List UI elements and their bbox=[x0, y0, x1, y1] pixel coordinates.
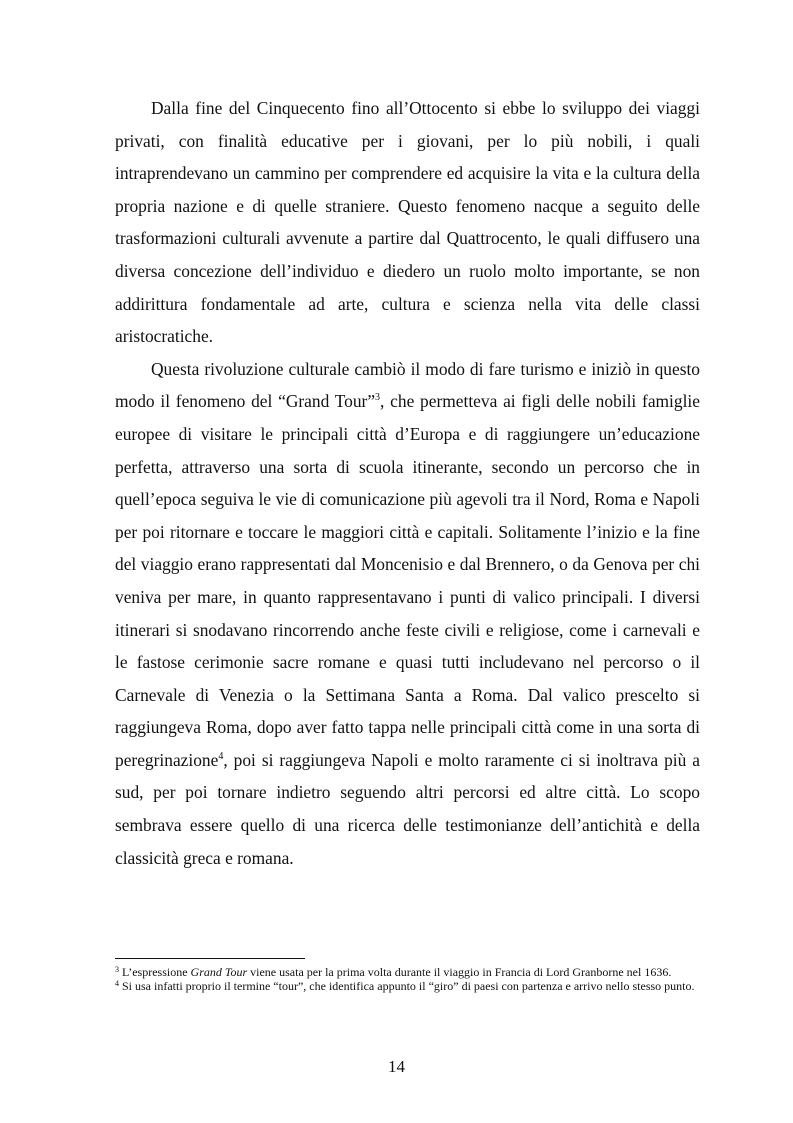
page-number: 14 bbox=[388, 1057, 405, 1076]
footnote-4-text: Si usa infatti proprio il termine “tour”, che identifica appunto il “giro” di paesi con partenza e arrivo nello stesso punto. bbox=[119, 978, 695, 993]
body-text bbox=[115, 92, 700, 874]
footnote-3-text-a: L’espressione bbox=[119, 965, 191, 979]
paragraph-2-text-b: , che permetteva ai figli delle nobili famiglie europee di visitare le principali città d’Europa e di raggiungere un’educazione perfetta, attraverso una sorta di scuola itinerante, secondo un percorso che in quell’epoca seguiva le vie di comunicazione più agevoli tra il Nord, Roma e Napoli per poi ritornare e toccare le maggiori città e capitali. Solitamente l’inizio e la fine del viaggio erano rappresentati dal Moncenisio e dal Brennero, o da Genova per chi veniva per mare, in quanto rappresentavano i punti di valico principali. I diversi itinerari si snodavano rincorrendo anche feste civili e religiose, come i carnevali e le fastose cerimonie sacre romane e quasi tutti includevano nel percorso o il Carnevale di Venezia o la Settimana Santa a Roma. Dal valico prescelto si raggiungeva Roma, dopo aver fatto tappa nelle principali città come in una sorta di peregrinazione bbox=[115, 391, 700, 770]
footnote-3 bbox=[115, 966, 700, 980]
paragraph-2-text-a: Questa rivoluzione culturale cambiò il modo di fare turismo e iniziò in questo modo il fenomeno del “Grand Tour” bbox=[115, 358, 700, 412]
footnote-separator bbox=[115, 958, 305, 959]
footnote-ref-3: 3 bbox=[375, 392, 381, 404]
footnote-3-italic: Grand Tour bbox=[190, 965, 248, 979]
footnote-3-text-b: viene usata per la prima volta durante il viaggio in Francia di Lord Granborne nel 1636. bbox=[247, 965, 672, 979]
paragraph-2-text-c: , poi si raggiungeva Napoli e molto raramente ci si inoltrava più a sud, per poi tornare indietro seguendo altri percorsi ed altre città. Lo scopo sembrava essere quello di una ricerca delle testimonianze dell’antichità e della classicità greca e romana. bbox=[115, 749, 700, 868]
footnotes bbox=[115, 966, 700, 993]
footnote-3-marker: 3 bbox=[115, 965, 119, 974]
footnote-4-marker: 4 bbox=[115, 978, 119, 988]
paragraph-2 bbox=[115, 353, 700, 875]
footnote-ref-4: 4 bbox=[218, 750, 224, 762]
footnote-4 bbox=[115, 980, 700, 994]
paragraph-1: Dalla fine del Cinquecento fino all’Ottocento si ebbe lo sviluppo dei viaggi privati, con finalità educative per i giovani, per lo più nobili, i quali intraprendevano un cammino per comprendere ed acquisire la vita e la cultura della propria nazione e di quelle straniere. Questo fenomeno nacque a seguito delle trasformazioni culturali avvenute a partire dal Quattrocento, le quali diffusero una diversa concezione dell’individuo e diedero un ruolo molto importante, se non addirittura fondamentale ad arte, cultura e scienza nella vita delle classi aristocratiche. bbox=[115, 98, 700, 347]
